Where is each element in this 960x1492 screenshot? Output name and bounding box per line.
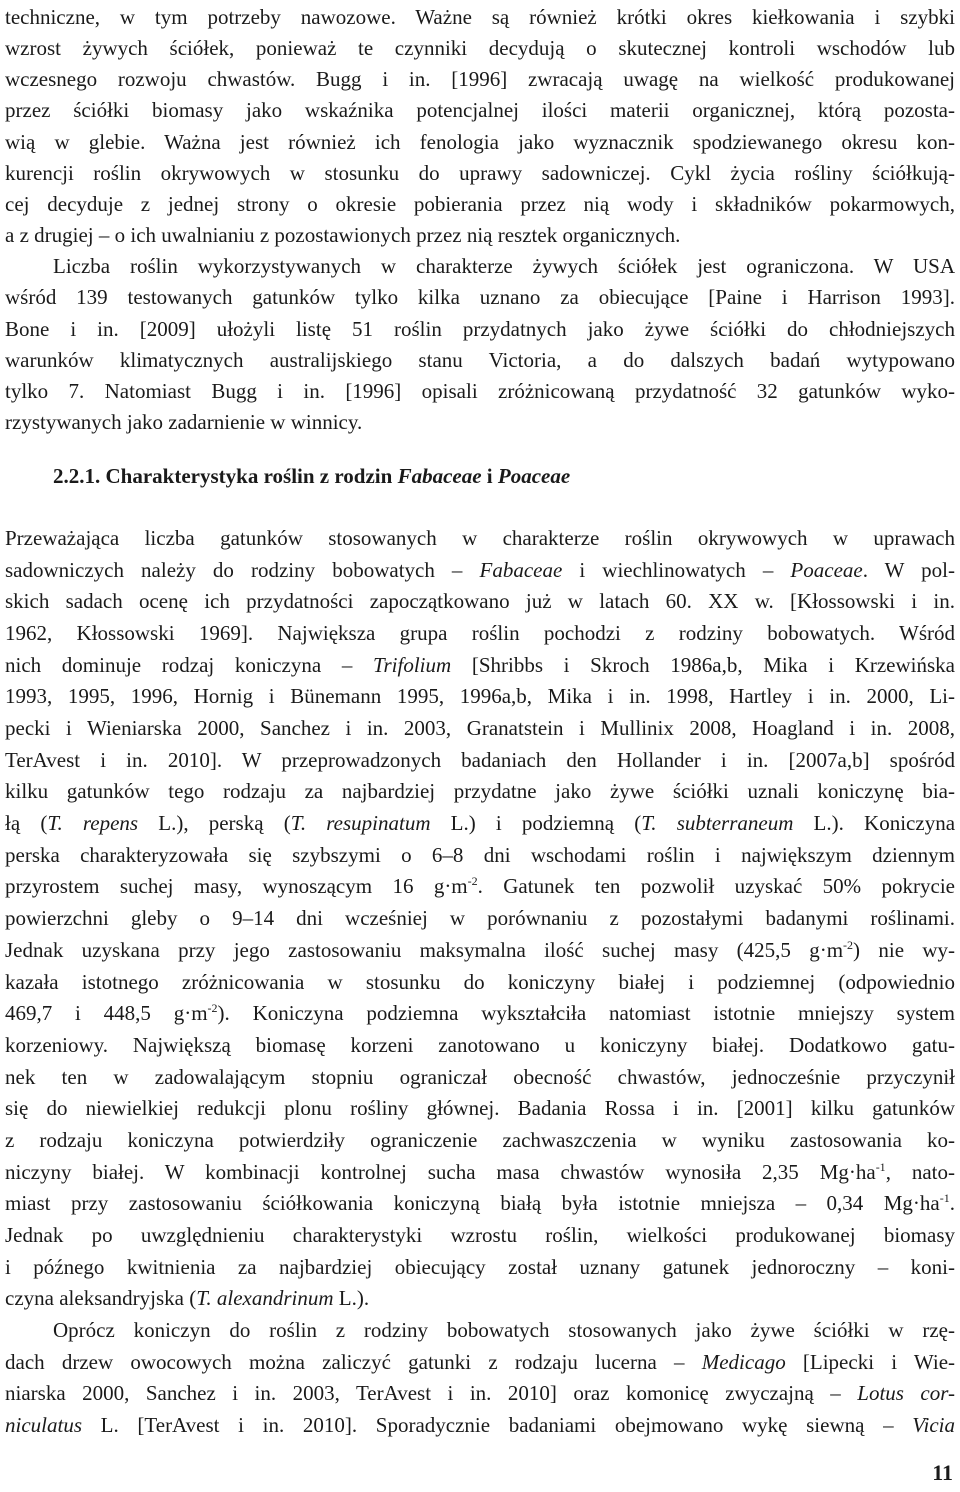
superscript: -2 xyxy=(843,937,854,952)
text-run: a z drugiej – o ich uwalnianiu z pozostawionych przez nią resztek organicznych. xyxy=(5,223,681,248)
page-number: 11 xyxy=(932,1460,953,1485)
text-line xyxy=(5,1062,955,1092)
text-run: Przeważająca liczba gatunków stosowanych w charakterze roślin okrywowych w uprawach xyxy=(5,526,955,550)
italic-term: Poaceae xyxy=(790,557,863,582)
italic-term: T. alexandrinum xyxy=(196,1286,334,1311)
text-line xyxy=(5,220,955,250)
italic-term: T. subterraneum xyxy=(641,811,794,836)
text-run: pecki i Wieniarska 2000, Sanchez i in. 2003, Granatstein i Mullinix 2008, Hoagland i in. 2008, xyxy=(5,716,955,741)
text-run: cej decyduje z jednej strony o okresie pobierania przez nią wody i składników pokarmowych, xyxy=(5,191,955,216)
text-run: TerAvest i in. 2010]. W przeprowadzonych badaniach den Hollander i in. [2007a,b] spośród xyxy=(5,747,955,772)
text-run: wią w glebie. Ważna jest również ich fenologia jako wyznacznik spodziewanego okresu kon- xyxy=(5,129,955,154)
section-title-part: i xyxy=(481,464,498,488)
text-run: niarska 2000, Sanchez i in. 2003, TerAvest i in. 2010] oraz komonicę zwyczajną – xyxy=(5,1381,858,1406)
superscript: -2 xyxy=(467,874,478,889)
text-run: niczyny białej. W kombinacji kontrolnej sucha masa chwastów wynosiła 2,35 Mg·ha xyxy=(5,1159,876,1184)
text-run: L.). Koniczyna xyxy=(793,811,956,836)
text-run: się do niewielkiej redukcji plonu rośliny głównej. Badania Rossa i in. [2001] kilku gatunków xyxy=(5,1096,955,1121)
text-line xyxy=(5,345,955,375)
text-run: wśród 139 testowanych gatunków tylko kilka uznano za obiecujące [Paine i Harrison 1993]. xyxy=(5,285,955,310)
text-run: L.). xyxy=(333,1286,370,1311)
text-line xyxy=(5,314,955,344)
italic-term: niculatus xyxy=(5,1413,82,1438)
text-line xyxy=(5,776,955,806)
text-run: sadowniczych należy do rodziny bobowatych – xyxy=(5,557,480,582)
text-run: nek ten w zadowalającym stopniu ograniczał obecność chwastów, jednocześnie przyczynił xyxy=(5,1064,955,1089)
italic-term: Lotus cor- xyxy=(857,1381,955,1406)
text-run: L.) i podziemną ( xyxy=(430,811,642,836)
section-title-part: Fabaceae xyxy=(397,464,482,488)
text-line xyxy=(5,935,955,965)
text-line xyxy=(5,95,955,125)
text-run: łą ( xyxy=(5,811,48,836)
text-run: nich dominuje rodzaj koniczyna – xyxy=(5,652,373,677)
text-line xyxy=(5,1188,955,1218)
text-line xyxy=(5,1283,955,1313)
text-line xyxy=(5,745,955,775)
text-run: Jednak uzyskana przy jego zastosowaniu maksymalna ilość suchej masy (425,5 g·m xyxy=(5,937,844,962)
text-run: i późnego kwitnienia za najbardziej obiecujący został uznany gatunek jednoroczny – koni- xyxy=(5,1254,955,1279)
text-run: wzrost żywych ściółek, ponieważ te czynniki decydują o skutecznej kontroli wschodów lub xyxy=(5,36,955,61)
text-run: rzystywanych jako zadarnienie w winnicy. xyxy=(5,409,363,434)
text-line xyxy=(5,189,955,219)
text-run: 1962, Kłossowski 1969]. Największa grupa roślin pochodzi z rodziny bobowatych. Wśród xyxy=(5,621,955,646)
text-line xyxy=(5,2,955,32)
text-line xyxy=(5,967,955,997)
text-line xyxy=(5,1252,955,1282)
text-run: 469,7 i 448,5 g·m xyxy=(5,1001,208,1026)
text-line xyxy=(5,555,955,585)
text-line xyxy=(5,1093,955,1123)
text-run: 1993, 1995, 1996, Hornig i Bünemann 1995, 1996a,b, Mika i in. 1998, Hartley i in. 2000, Li- xyxy=(5,684,955,709)
text-line xyxy=(5,998,955,1028)
text-line xyxy=(5,586,955,616)
text-line xyxy=(5,407,955,437)
text-run: powierzchni gleby o 9–14 dni wcześniej w porównaniu z pozostałymi badanymi roślinami. xyxy=(5,906,955,931)
text-line xyxy=(5,1220,955,1250)
text-run: L. [TerAvest i in. 2010]. Sporadycznie badaniami obejmowano wykę siewną – xyxy=(82,1413,913,1438)
superscript: -2 xyxy=(207,1001,218,1016)
text-run: dach drzew owocowych można zaliczyć gatunki z rodzaju lucerna – xyxy=(5,1349,702,1374)
text-run: Liczba roślin wykorzystywanych w charakterze żywych ściółek jest ograniczona. W USA xyxy=(53,254,955,279)
text-run: przez ściółki biomasy jako wskaźnika potencjalnej ilości materii organicznej, którą pozosta- xyxy=(5,98,955,123)
text-run: kurencji roślin okrywowych w stosunku do uprawy sadowniczej. Cykl życia rośliny ściółkują- xyxy=(5,160,955,185)
text-line xyxy=(5,808,955,838)
text-run: warunków klimatycznych australijskiego stanu Victoria, a do dalszych badań wytypowano xyxy=(5,347,955,372)
text-line xyxy=(5,681,955,711)
text-line xyxy=(5,1030,955,1060)
text-line xyxy=(5,1125,955,1155)
text-line xyxy=(5,871,955,901)
text-line xyxy=(5,903,955,933)
italic-term: T. resupinatum xyxy=(290,811,431,836)
text-line xyxy=(5,713,955,743)
superscript: -1 xyxy=(939,1191,950,1206)
text-run: przyrostem suchej masy, wynoszącym 16 g·m xyxy=(5,874,468,899)
text-run: , nato- xyxy=(885,1159,955,1184)
text-line xyxy=(5,127,955,157)
section-title-part: Charakterystyka roślin z rodzin xyxy=(105,464,398,488)
text-run: kilku gatunków tego rodzaju za najbardziej przydatne jako żywe ściółki uznali koniczynę bia- xyxy=(5,779,955,804)
italic-term: T. repens xyxy=(47,811,139,836)
text-run: kazała istotnego zróżnicowania w stosunku do koniczyny białej i podziemnej (odpowiednio xyxy=(5,969,955,994)
text-run: tylko 7. Natomiast Bugg i in. [1996] opisali zróżnicowaną przydatność 32 gatunków wyko- xyxy=(5,378,955,403)
text-run: ). Koniczyna podziemna wykształciła natomiast istotnie mniejszy system xyxy=(217,1001,955,1026)
superscript: -1 xyxy=(875,1159,886,1174)
text-line xyxy=(5,840,955,870)
section-title xyxy=(106,464,571,488)
text-line xyxy=(5,618,955,648)
text-run: miast przy zastosowaniu ściółkowania koniczyną białą była istotnie mniejsza – 0,34 Mg·ha xyxy=(5,1191,940,1216)
text-run: [Shribbs i Skroch 1986a,b, Mika i Krzewińska xyxy=(451,652,955,677)
italic-term: Vicia xyxy=(912,1413,955,1438)
text-line xyxy=(53,1315,955,1345)
section-heading xyxy=(53,461,570,491)
text-line xyxy=(5,33,955,63)
text-line xyxy=(5,158,955,188)
text-run: z rodzaju koniczyna potwierdziły ograniczenie zachwaszczenia w wyniku zastosowania ko- xyxy=(5,1127,955,1152)
italic-term: Fabaceae xyxy=(479,557,563,582)
text-run: Oprócz koniczyn do roślin z rodziny bobowatych stosowanych jako żywe ściółki w rzę- xyxy=(53,1318,955,1342)
text-run: Bone i in. [2009] ułożyli listę 51 roślin przydatnych jako żywe ściółki do chłodniejszych xyxy=(5,316,955,341)
text-run: . W pol- xyxy=(862,557,956,582)
section-number: 2.2.1. xyxy=(53,464,101,488)
text-run: techniczne, w tym potrzeby nawozowe. Ważne są również krótki okres kiełkowania i szybki xyxy=(5,5,955,29)
text-line xyxy=(5,376,955,406)
text-run: . Gatunek ten pozwolił uzyskać 50% pokrycie xyxy=(477,874,955,899)
italic-term: Medicago xyxy=(701,1349,786,1374)
text-run: perska charakteryzowała się szybszymi o 6–8 dni wschodami roślin i największym dziennym xyxy=(5,842,955,867)
text-line xyxy=(5,1157,955,1187)
text-run: L.), perską ( xyxy=(138,811,291,836)
text-line xyxy=(5,1378,955,1408)
text-run: [Lipecki i Wie- xyxy=(785,1349,956,1374)
text-run: . xyxy=(949,1191,955,1216)
text-run: czyna aleksandryjska ( xyxy=(5,1286,197,1311)
text-line xyxy=(5,1410,955,1440)
text-run: wczesnego rozwoju chwastów. Bugg i in. [1996] zwracają uwagę na wielkość produkowanej xyxy=(5,67,955,92)
text-run: i wiechlinowatych – xyxy=(562,557,791,582)
text-line xyxy=(5,64,955,94)
text-line xyxy=(53,251,955,281)
text-run: korzeniowy. Największą biomasę korzeni zanotowano u koniczyny białej. Dodatkowo gatu- xyxy=(5,1032,955,1057)
text-line xyxy=(5,282,955,312)
text-line xyxy=(5,523,955,553)
italic-term: Trifolium xyxy=(372,652,452,677)
text-run: ) nie wy- xyxy=(853,937,955,962)
section-title-part: Poaceae xyxy=(497,464,571,488)
text-line xyxy=(5,650,955,680)
text-run: skich sadach ocenę ich przydatności zapoczątkowano już w latach 60. XX w. [Kłossowski i in. xyxy=(5,589,955,614)
text-run: Jednak po uwzględnieniu charakterystyki wzrostu roślin, wielkości produkowanej biomasy xyxy=(5,1222,955,1247)
text-line xyxy=(5,1347,955,1377)
